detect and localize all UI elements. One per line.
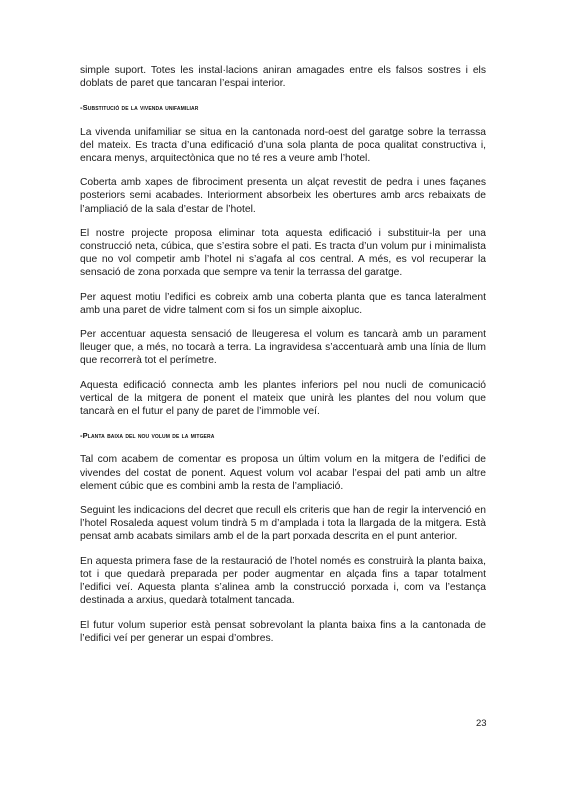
- paragraph: Per aquest motiu l’edifici es cobreix amb una coberta planta que es tanca lateralment amb una paret de vidre talment com si fos un simple aixopluc.: [80, 291, 486, 316]
- paragraph: Seguint les indicacions del decret que recull els criteris que han de regir la intervenció en l’hotel Rosaleda aquest volum tindrà 5 m d’amplada i tota la llargada de la mitgera. Està pensat amb acabats similars amb el de la part porxada descrita en el punt anterior.: [80, 505, 486, 543]
- paragraph: En aquesta primera fase de la restauració de l’hotel només es construirà la planta baixa, tot i que quedarà preparada per poder augmentar en alçada fins a tapar totalment l’edifici veí. Aquesta planta s’alinea amb la construcció porxada i, com va l’estança destinada a arxius, quedarà totalment tancada.: [80, 555, 486, 607]
- paragraph: Coberta amb xapes de fibrociment presenta un alçat revestit de pedra i unes façanes posteriors semi acabades. Interiorment absorbeix les obertures amb arcs rebaixats de l’ampliació de la sala d’estar de l’hotel.: [80, 177, 486, 215]
- paragraph: La vivenda unifamiliar se situa en la cantonada nord-oest del garatge sobre la terrassa del mateix. Es tracta d’una edificació d’una sola planta de poca qualitat constructiva i, encara menys, arquitectònica que no té res a veure amb l’hotel.: [80, 126, 486, 165]
- paragraph: El futur volum superior està pensat sobrevolant la planta baixa fins a la cantonada de l’edifici veí per generar un espai d’ombres.: [80, 619, 486, 644]
- document-body: [80, 64, 486, 656]
- paragraph: El nostre projecte proposa eliminar tota aquesta edificació i substituir-la per una construcció neta, cúbica, que s’estira sobre el pati. Es tracta d’un volum pur i minimalista que no vol competir amb l’hotel ni s’agafa al cos central. A més, es vol recuperar la sensació de zona porxada que sempre va tenir la terrassa del garatge.: [80, 227, 486, 279]
- section-heading-planta-baixa: -Planta baixa del nou volum de la mitgera: [80, 431, 215, 441]
- paragraph: Aquesta edificació connecta amb les plantes inferiors pel nou nucli de comunicació vertical de la mitgera de ponent el mateix que unirà les plantes del nou volum que tancarà en el futur el pany de paret de l’immoble veí.: [80, 379, 486, 418]
- paragraph: Tal com acabem de comentar es proposa un últim volum en la mitgera de l’edifici de vivendes del costat de ponent. Aquest volum vol acabar l’espai del pati amb un altre element cúbic que es combini amb la resta de l’ampliació.: [80, 454, 486, 492]
- paragraph: Per accentuar aquesta sensació de lleugeresa el volum es tancarà amb un parament lleuger que, a més, no tocarà a terra. La ingravidesa s’accentuarà amb una línia de llum que recorrerà tot el perímetre.: [80, 329, 486, 367]
- intro-paragraph: simple suport. Totes les instal·lacions aniran amagades entre els falsos sostres i els doblats de paret que tancaran l’espai interior.: [80, 65, 486, 90]
- page-number: 23: [476, 718, 487, 729]
- section-heading-substitucio: -Substitució de la vivenda unifamiliar: [80, 103, 199, 113]
